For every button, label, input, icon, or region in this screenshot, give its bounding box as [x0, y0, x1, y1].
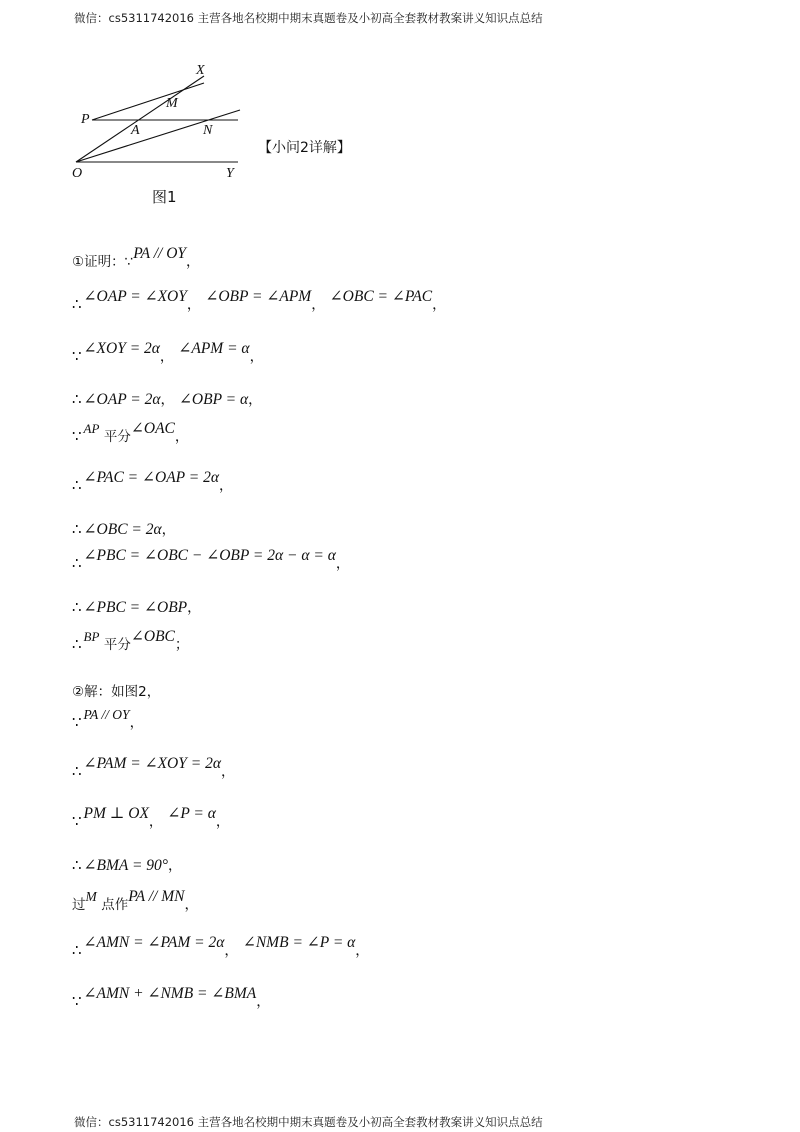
- label-m: M: [166, 96, 178, 111]
- proof-line: ∴ ∠PAC = ∠OAP = 2α，: [72, 469, 233, 494]
- proof-line: ∴ ∠PAM = ∠XOY = 2α，: [72, 755, 235, 780]
- label-a: A: [131, 123, 140, 138]
- label-o: O: [72, 166, 83, 181]
- figure-caption: 图1: [152, 188, 177, 206]
- label-x: X: [196, 63, 205, 78]
- proof-line: ∵ ∠XOY = 2α， ∠APM = α，: [72, 340, 264, 365]
- proof-line: ∵ ∠AMN + ∠NMB = ∠BMA，: [72, 985, 271, 1010]
- line-pm: [92, 83, 204, 120]
- label-p: P: [81, 112, 90, 127]
- page-header: 微信：cs5311742016 主营各地名校期中期末真题卷及小初高全套教材教案讲义知识点总结: [74, 11, 543, 25]
- proof-line: ∴ ∠OAP = 2α， ∠OBP = α，: [72, 390, 263, 408]
- label-n: N: [203, 123, 213, 138]
- geometry-diagram: [62, 56, 252, 181]
- proof-line: ①证明：∵PA // OY，: [72, 245, 201, 270]
- proof-line: ②解：如图2，: [72, 684, 161, 700]
- proof-line: ∴ ∠PBC = ∠OBC − ∠OBP = 2α − α = α，: [72, 547, 350, 572]
- figure-1: [62, 56, 252, 185]
- proof-line: ∴ ∠OBC = 2α，: [72, 520, 176, 538]
- proof-line: ∴ BP 平分∠OBC；: [72, 628, 189, 653]
- proof-line: ∴ ∠PBC = ∠OBP，: [72, 598, 202, 616]
- proof-line: ∵ PA // OY，: [72, 707, 144, 731]
- proof-line: ∴ ∠BMA = 90°，: [72, 856, 183, 874]
- label-y: Y: [226, 166, 234, 181]
- proof-line: 过M 点作PA // MN，: [72, 888, 199, 913]
- ray-on: [76, 110, 240, 162]
- proof-line: ∵ AP 平分∠OAC，: [72, 420, 189, 445]
- subquestion-label: 【小问2详解】: [258, 140, 351, 156]
- proof-line: ∴ ∠OAP = ∠XOY， ∠OBP = ∠APM， ∠OBC = ∠PAC，: [72, 288, 447, 313]
- proof-line: ∴ ∠AMN = ∠PAM = 2α， ∠NMB = ∠P = α，: [72, 934, 370, 959]
- page-footer: 微信：cs5311742016 主营各地名校期中期末真题卷及小初高全套教材教案讲义知识点总结: [74, 1115, 543, 1129]
- proof-line: ∵ PM ⊥ OX， ∠P = α，: [72, 805, 230, 830]
